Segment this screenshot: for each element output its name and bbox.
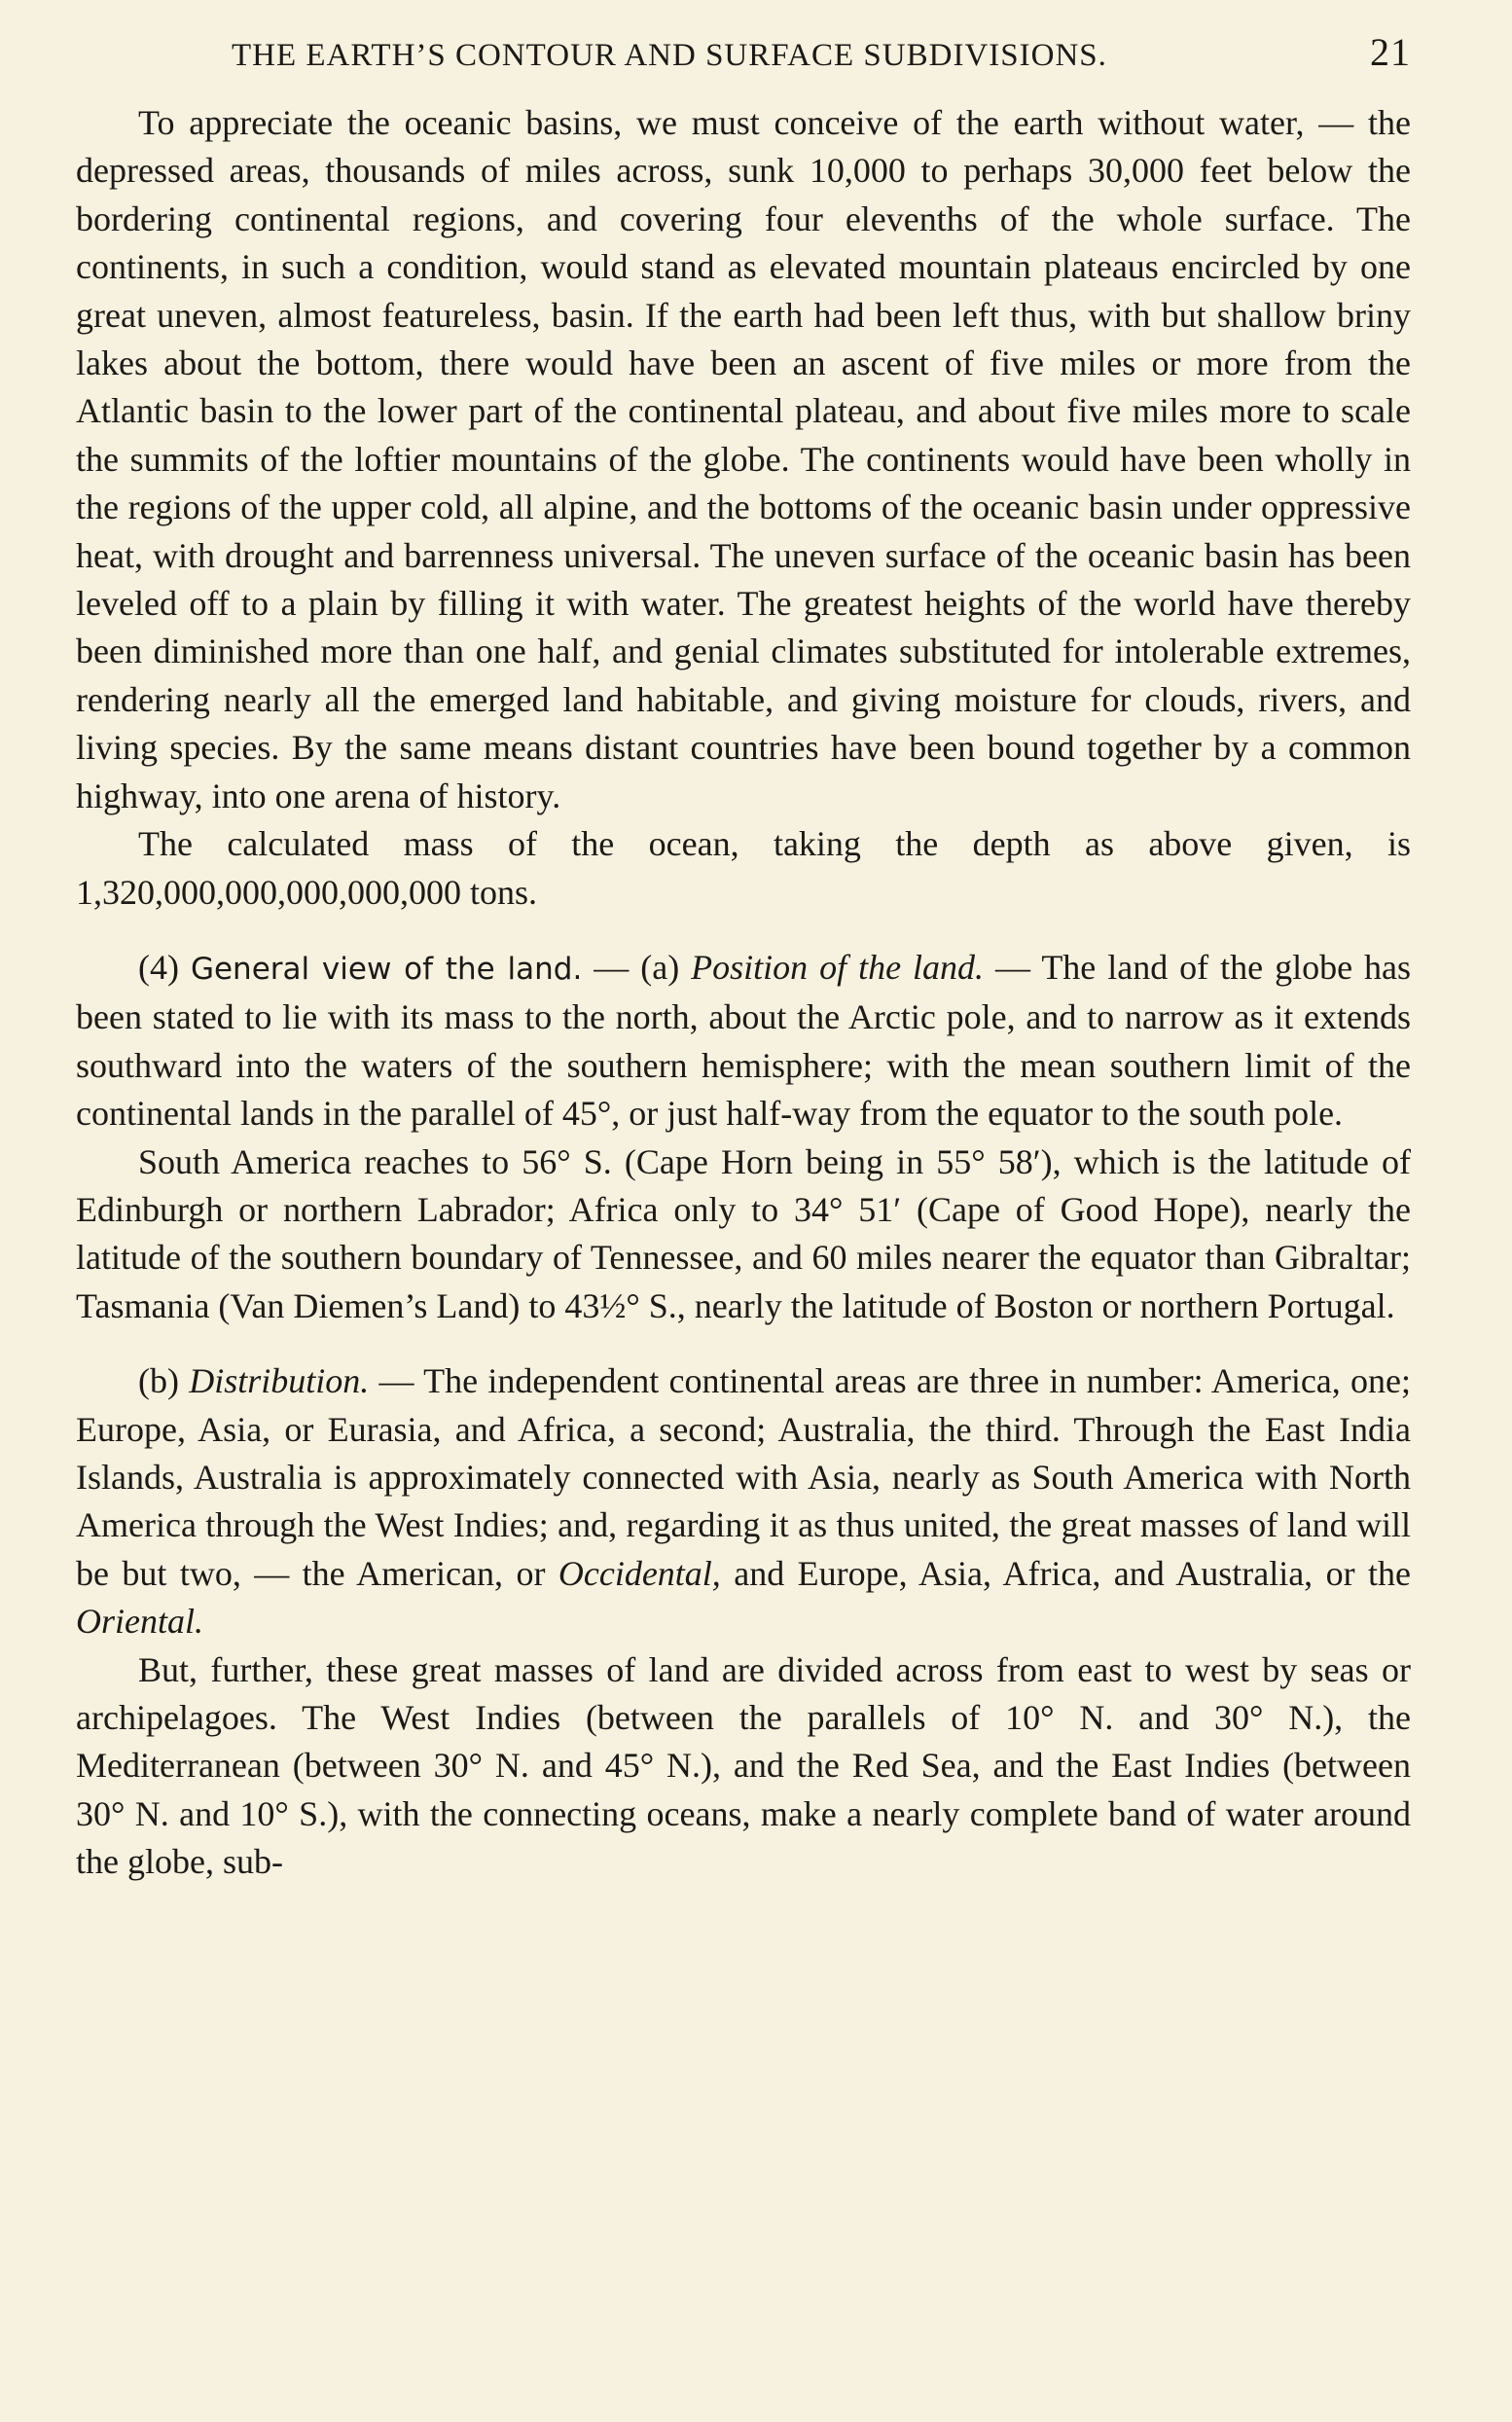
paragraph-distribution — [76, 1357, 1411, 1645]
running-title: THE EARTH’S CONTOUR AND SURFACE SUBDIVISIONS. — [232, 38, 1107, 73]
paragraph-seas-band: But, further, these great masses of land are divided across from east to west by seas or archipelagoes. The West Indies (between the parallels of 10° N. and 30° N.), the Mediterranean (between 30° N. and 45° N.), and the Red Sea, and the East Indies (between 30° N. and 10° S.), with the connecting oceans, make a nearly complete band of water around the globe, sub- — [76, 1649, 1411, 1882]
subsection-title: Position of the land. — [691, 947, 985, 987]
term-occidental: Occidental, — [558, 1553, 721, 1593]
subsection-letter: (b) — [138, 1361, 179, 1401]
section-heading: General view of the land. — [190, 951, 583, 987]
paragraph-text: — The independent continental areas are three in number: America, one; Europe, Asia, or Eurasia, and Africa, a second; Australia, the third. Through the East India Islands, Australia is approximately connected with Asia, nearly as South America with North America through the West Indies; and, regarding it as thus united, the great masses of land will be but two, — the American, or — [76, 1361, 1412, 1593]
paragraph-text: — The land of the globe has been stated to lie with its mass to the north, about the Arctic pole, and to narrow as it extends southward into the waters of the southern hemisphere; with the mean southern limit of the continental lands in the parallel of 45°, or just half-way from the equator to the south pole. — [76, 947, 1412, 1134]
paragraph-text: and Europe, Asia, Africa, and Australia, or the — [720, 1553, 1412, 1593]
book-page — [76, 29, 1411, 1887]
term-oriental: Oriental. — [76, 1602, 203, 1642]
page-number: 21 — [1370, 30, 1411, 74]
running-header — [76, 29, 1411, 88]
paragraph-general-view-land — [76, 944, 1411, 1139]
paragraph-ocean-mass: The calculated mass of the ocean, taking the depth as above given, is 1,320,000,000,000,000,000 tons. — [76, 824, 1411, 912]
paragraph-south-america: South America reaches to 56° S. (Cape Horn being in 55° 58′), which is the latitude of Edinburgh or northern Labrador; Africa only to 34° 51′ (Cape of Good Hope), nearly the latitude of the southern boundary of Tennessee, and 60 miles nearer the equator than Gibraltar; Tasmania (Van Diemen’s Land) to 43½° S., nearly the latitude of Boston or northern Portugal. — [76, 1141, 1411, 1325]
body-text — [76, 99, 1411, 1887]
section-number: (4) — [138, 947, 179, 987]
subsection-title: Distribution. — [189, 1361, 370, 1401]
paragraph-oceanic-basins: To appreciate the oceanic basins, we must conceive of the earth without water, — the depressed areas, thousands of miles across, sunk 10,000 to perhaps 30,000 feet below the bordering continental regions, and covering four elevenths of the whole surface. The continents, in such a condition, would stand as elevated mountain plateaus encircled by one great uneven, almost featureless, basin. If the earth had been left thus, with but shallow briny lakes about the bottom, there would have been an ascent of five miles or more from the Atlantic basin to the lower part of the continental plateau, and about five miles more to scale the summits of the loftier mountains of the globe. The continents would have been wholly in the regions of the upper cold, all alpine, and the bottoms of the oceanic basin under oppressive heat, with drought and barrenness universal. The uneven surface of the oceanic basin has been leveled off to a plain by filling it with water. The greatest heights of the world have thereby been diminished more than one half, and genial climates substituted for intolerable extremes, rendering nearly all the emerged land habitable, and giving moisture for clouds, rivers, and living species. By the same means distant countries have been bound together by a common highway, into one arena of history. — [76, 103, 1411, 815]
subsection-letter: (a) — [640, 947, 680, 987]
heading-dash: — — [582, 947, 641, 987]
